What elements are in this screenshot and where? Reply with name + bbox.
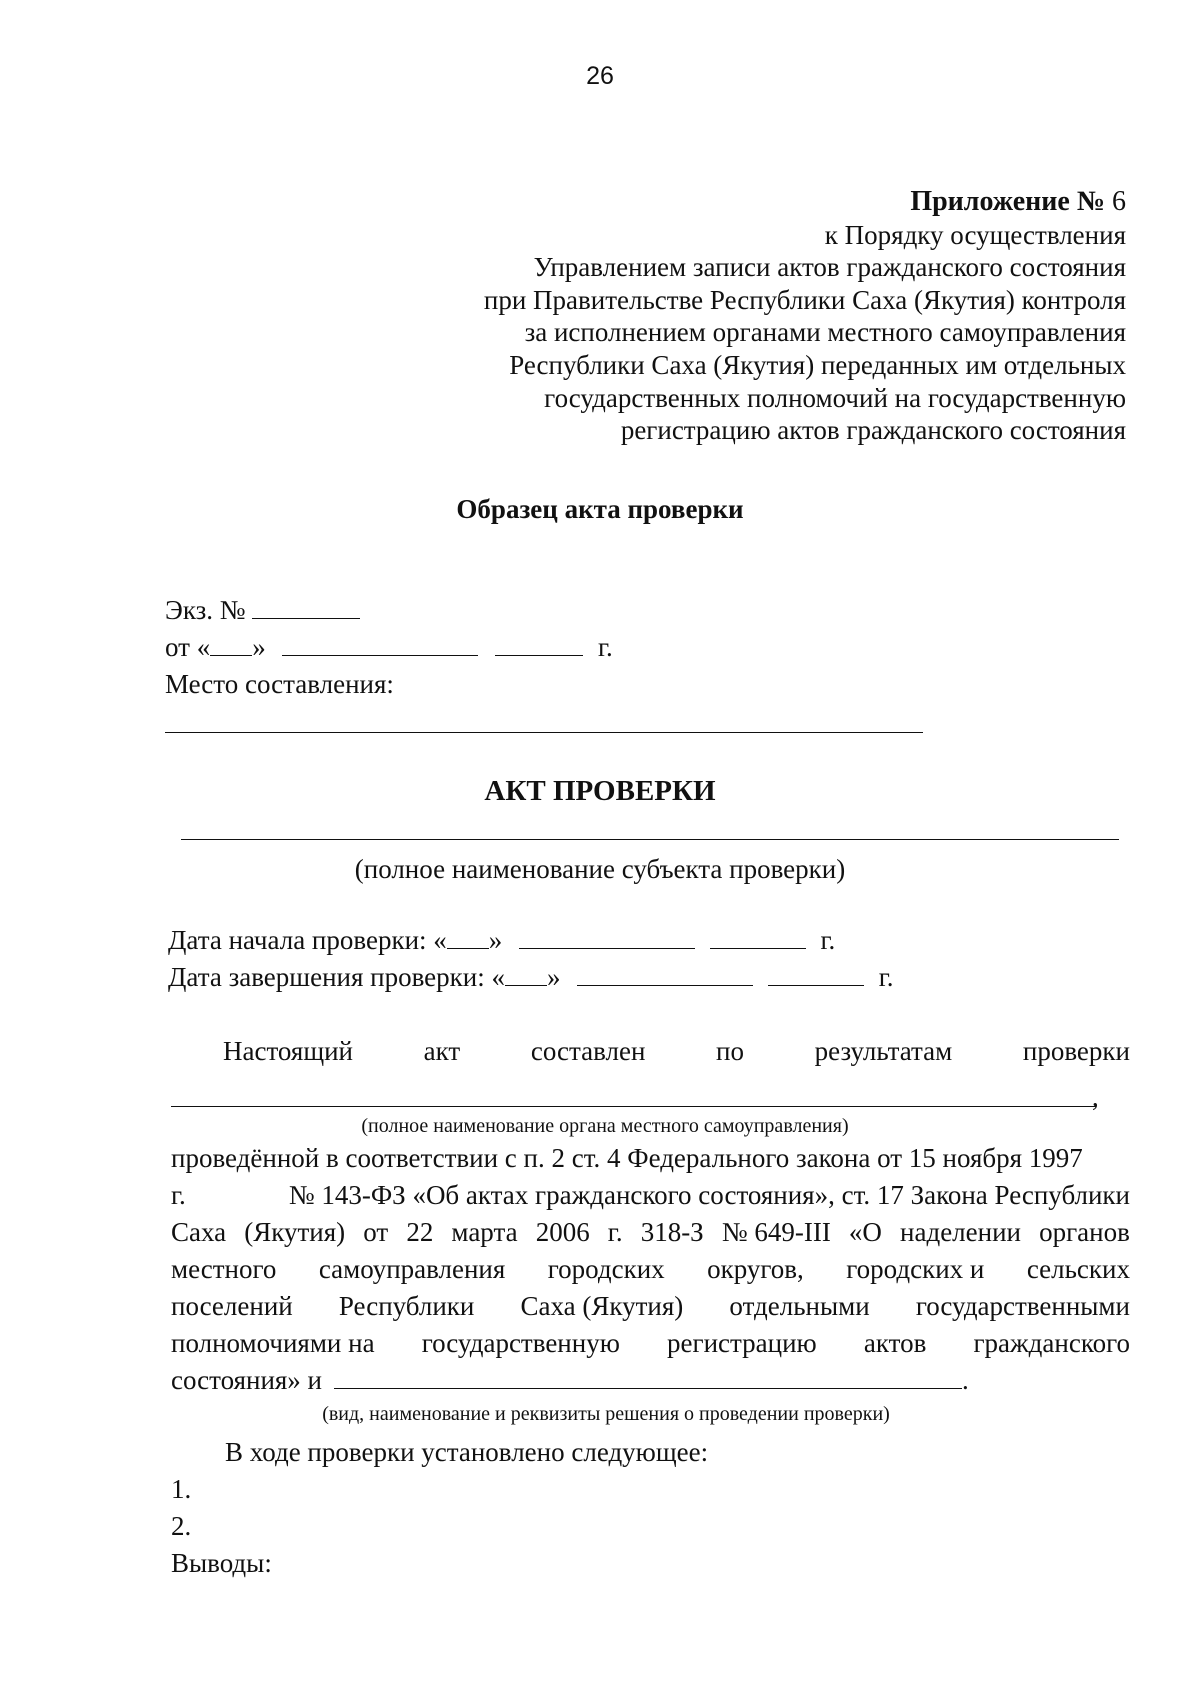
paragraph-text: округов,: [707, 1254, 804, 1284]
paragraph-text: поселений: [171, 1291, 293, 1321]
appendix-line: Управлением записи актов гражданского состояния: [533, 252, 1126, 283]
act-intro-row: [223, 1036, 1130, 1067]
appendix-title: [484, 186, 1126, 219]
paragraph-text: городских и: [846, 1254, 985, 1284]
appendix-title-bold: Приложение №: [910, 186, 1105, 217]
paragraph-text: состояния» и: [171, 1365, 323, 1395]
paragraph-text: отдельными: [729, 1291, 870, 1321]
start-date-row: [168, 925, 835, 956]
appendix-number: 6: [1105, 186, 1126, 217]
paragraph-text: 2006: [535, 1217, 590, 1247]
end-date-row: [168, 962, 894, 993]
date-open-quote: от «: [165, 632, 211, 662]
finding-item: 2.: [171, 1511, 192, 1541]
paragraph-text: государственными: [915, 1291, 1130, 1321]
intro-word: составлен: [530, 1036, 646, 1066]
appendix-line: к Порядку осуществления: [824, 219, 1126, 250]
paragraph-text: № 649-III: [721, 1217, 831, 1247]
start-day-blank[interactable]: [447, 947, 489, 949]
place-label: Место составления:: [165, 669, 394, 699]
paragraph-row: [171, 1214, 1130, 1251]
end-year-suffix: г.: [878, 962, 894, 992]
start-month-blank[interactable]: [519, 947, 695, 949]
decision-caption: (вид, наименование и реквизиты решения о проведении проверки): [322, 1403, 890, 1425]
findings-intro: В ходе проверки установлено следующее:: [225, 1437, 709, 1467]
paragraph-text: 22: [406, 1217, 434, 1247]
date-close-quote: »: [252, 632, 266, 662]
paragraph-row: [171, 1362, 1130, 1399]
paragraph-text: (Якутия): [244, 1217, 346, 1247]
decision-blank[interactable]: [334, 1387, 962, 1389]
paragraph-text: государственную: [421, 1328, 620, 1358]
copy-number-row: [165, 595, 360, 626]
legal-basis-paragraph: [171, 1140, 1130, 1399]
intro-word: по: [716, 1036, 744, 1066]
paragraph-text: от: [363, 1217, 389, 1247]
paragraph-row: [171, 1177, 1130, 1214]
year-suffix: г.: [597, 632, 613, 662]
conclusions-label: Выводы:: [171, 1548, 272, 1578]
paragraph-row: [171, 1140, 1130, 1177]
paragraph-text: полномочиями на: [171, 1328, 375, 1358]
paragraph-period: .: [962, 1365, 969, 1395]
year-blank[interactable]: [495, 654, 583, 656]
intro-word: Настоящий: [223, 1036, 354, 1066]
end-close-quote: »: [546, 962, 561, 992]
sample-title: Образец акта проверки: [456, 494, 744, 524]
paragraph-text: местного: [171, 1254, 277, 1284]
paragraph-text: актов: [863, 1328, 927, 1358]
day-blank[interactable]: [210, 654, 252, 656]
paragraph-text: самоуправления: [318, 1254, 506, 1284]
paragraph-text: проведённой в соответствии с п. 2 ст. 4 Федерального закона от 15 ноября 1997: [171, 1143, 1083, 1173]
appendix-block: [484, 186, 1126, 447]
appendix-line: Республики Саха (Якутия) переданных им отдельных: [509, 349, 1126, 380]
intro-word: акт: [423, 1036, 461, 1066]
paragraph-text: гражданского: [973, 1328, 1130, 1358]
paragraph-text: Республики: [338, 1291, 475, 1321]
organ-name-blank[interactable]: [171, 1105, 1096, 1107]
subject-caption: (полное наименование субъекта проверки): [354, 854, 846, 884]
end-date-label: Дата завершения проверки: «: [168, 962, 505, 992]
paragraph-text: наделении: [900, 1217, 1021, 1247]
act-title: АКТ ПРОВЕРКИ: [484, 775, 716, 807]
subject-name-blank[interactable]: [181, 838, 1119, 840]
paragraph-text: № 143-ФЗ «Об актах гражданского состояния», ст. 17 Закона Республики: [288, 1180, 1130, 1210]
page-number: 26: [586, 62, 614, 90]
start-year-blank[interactable]: [710, 947, 806, 949]
finding-item: 1.: [171, 1474, 192, 1504]
paragraph-text: сельских: [1026, 1254, 1130, 1284]
paragraph-row: [171, 1288, 1130, 1325]
copy-number-blank[interactable]: [252, 617, 360, 619]
paragraph-text: органов: [1039, 1217, 1130, 1247]
organ-caption: (полное наименование органа местного самоуправления): [361, 1115, 849, 1137]
end-month-blank[interactable]: [577, 984, 753, 986]
start-close-quote: »: [488, 925, 503, 955]
intro-word: результатам: [814, 1036, 953, 1066]
appendix-line: регистрацию актов гражданского состояния: [620, 415, 1126, 446]
appendix-line: за исполнением органами местного самоуправления: [524, 317, 1126, 348]
paragraph-text: регистрацию: [667, 1328, 817, 1358]
start-date-label: Дата начала проверки: «: [168, 925, 447, 955]
organ-comma: ,: [1092, 1082, 1099, 1112]
appendix-line: государственных полномочий на государственную: [544, 382, 1126, 413]
copy-number-label: Экз. №: [165, 595, 246, 625]
paragraph-row: [171, 1325, 1130, 1362]
end-day-blank[interactable]: [505, 984, 547, 986]
paragraph-text: Саха: [171, 1217, 227, 1247]
date-row: [165, 632, 613, 663]
paragraph-text: «О: [848, 1217, 882, 1247]
place-blank[interactable]: [165, 731, 923, 733]
paragraph-text: городских: [547, 1254, 665, 1284]
appendix-line: при Правительстве Республики Саха (Якутия) контроля: [483, 284, 1126, 315]
intro-word: проверки: [1022, 1036, 1130, 1066]
paragraph-text: г.: [171, 1180, 186, 1210]
start-year-suffix: г.: [820, 925, 836, 955]
paragraph-row: [171, 1251, 1130, 1288]
paragraph-text: 318-З: [640, 1217, 704, 1247]
end-year-blank[interactable]: [768, 984, 864, 986]
paragraph-text: Саха (Якутия): [520, 1291, 684, 1321]
month-blank[interactable]: [282, 654, 478, 656]
paragraph-text: г.: [607, 1217, 623, 1247]
paragraph-text: марта: [451, 1217, 518, 1247]
